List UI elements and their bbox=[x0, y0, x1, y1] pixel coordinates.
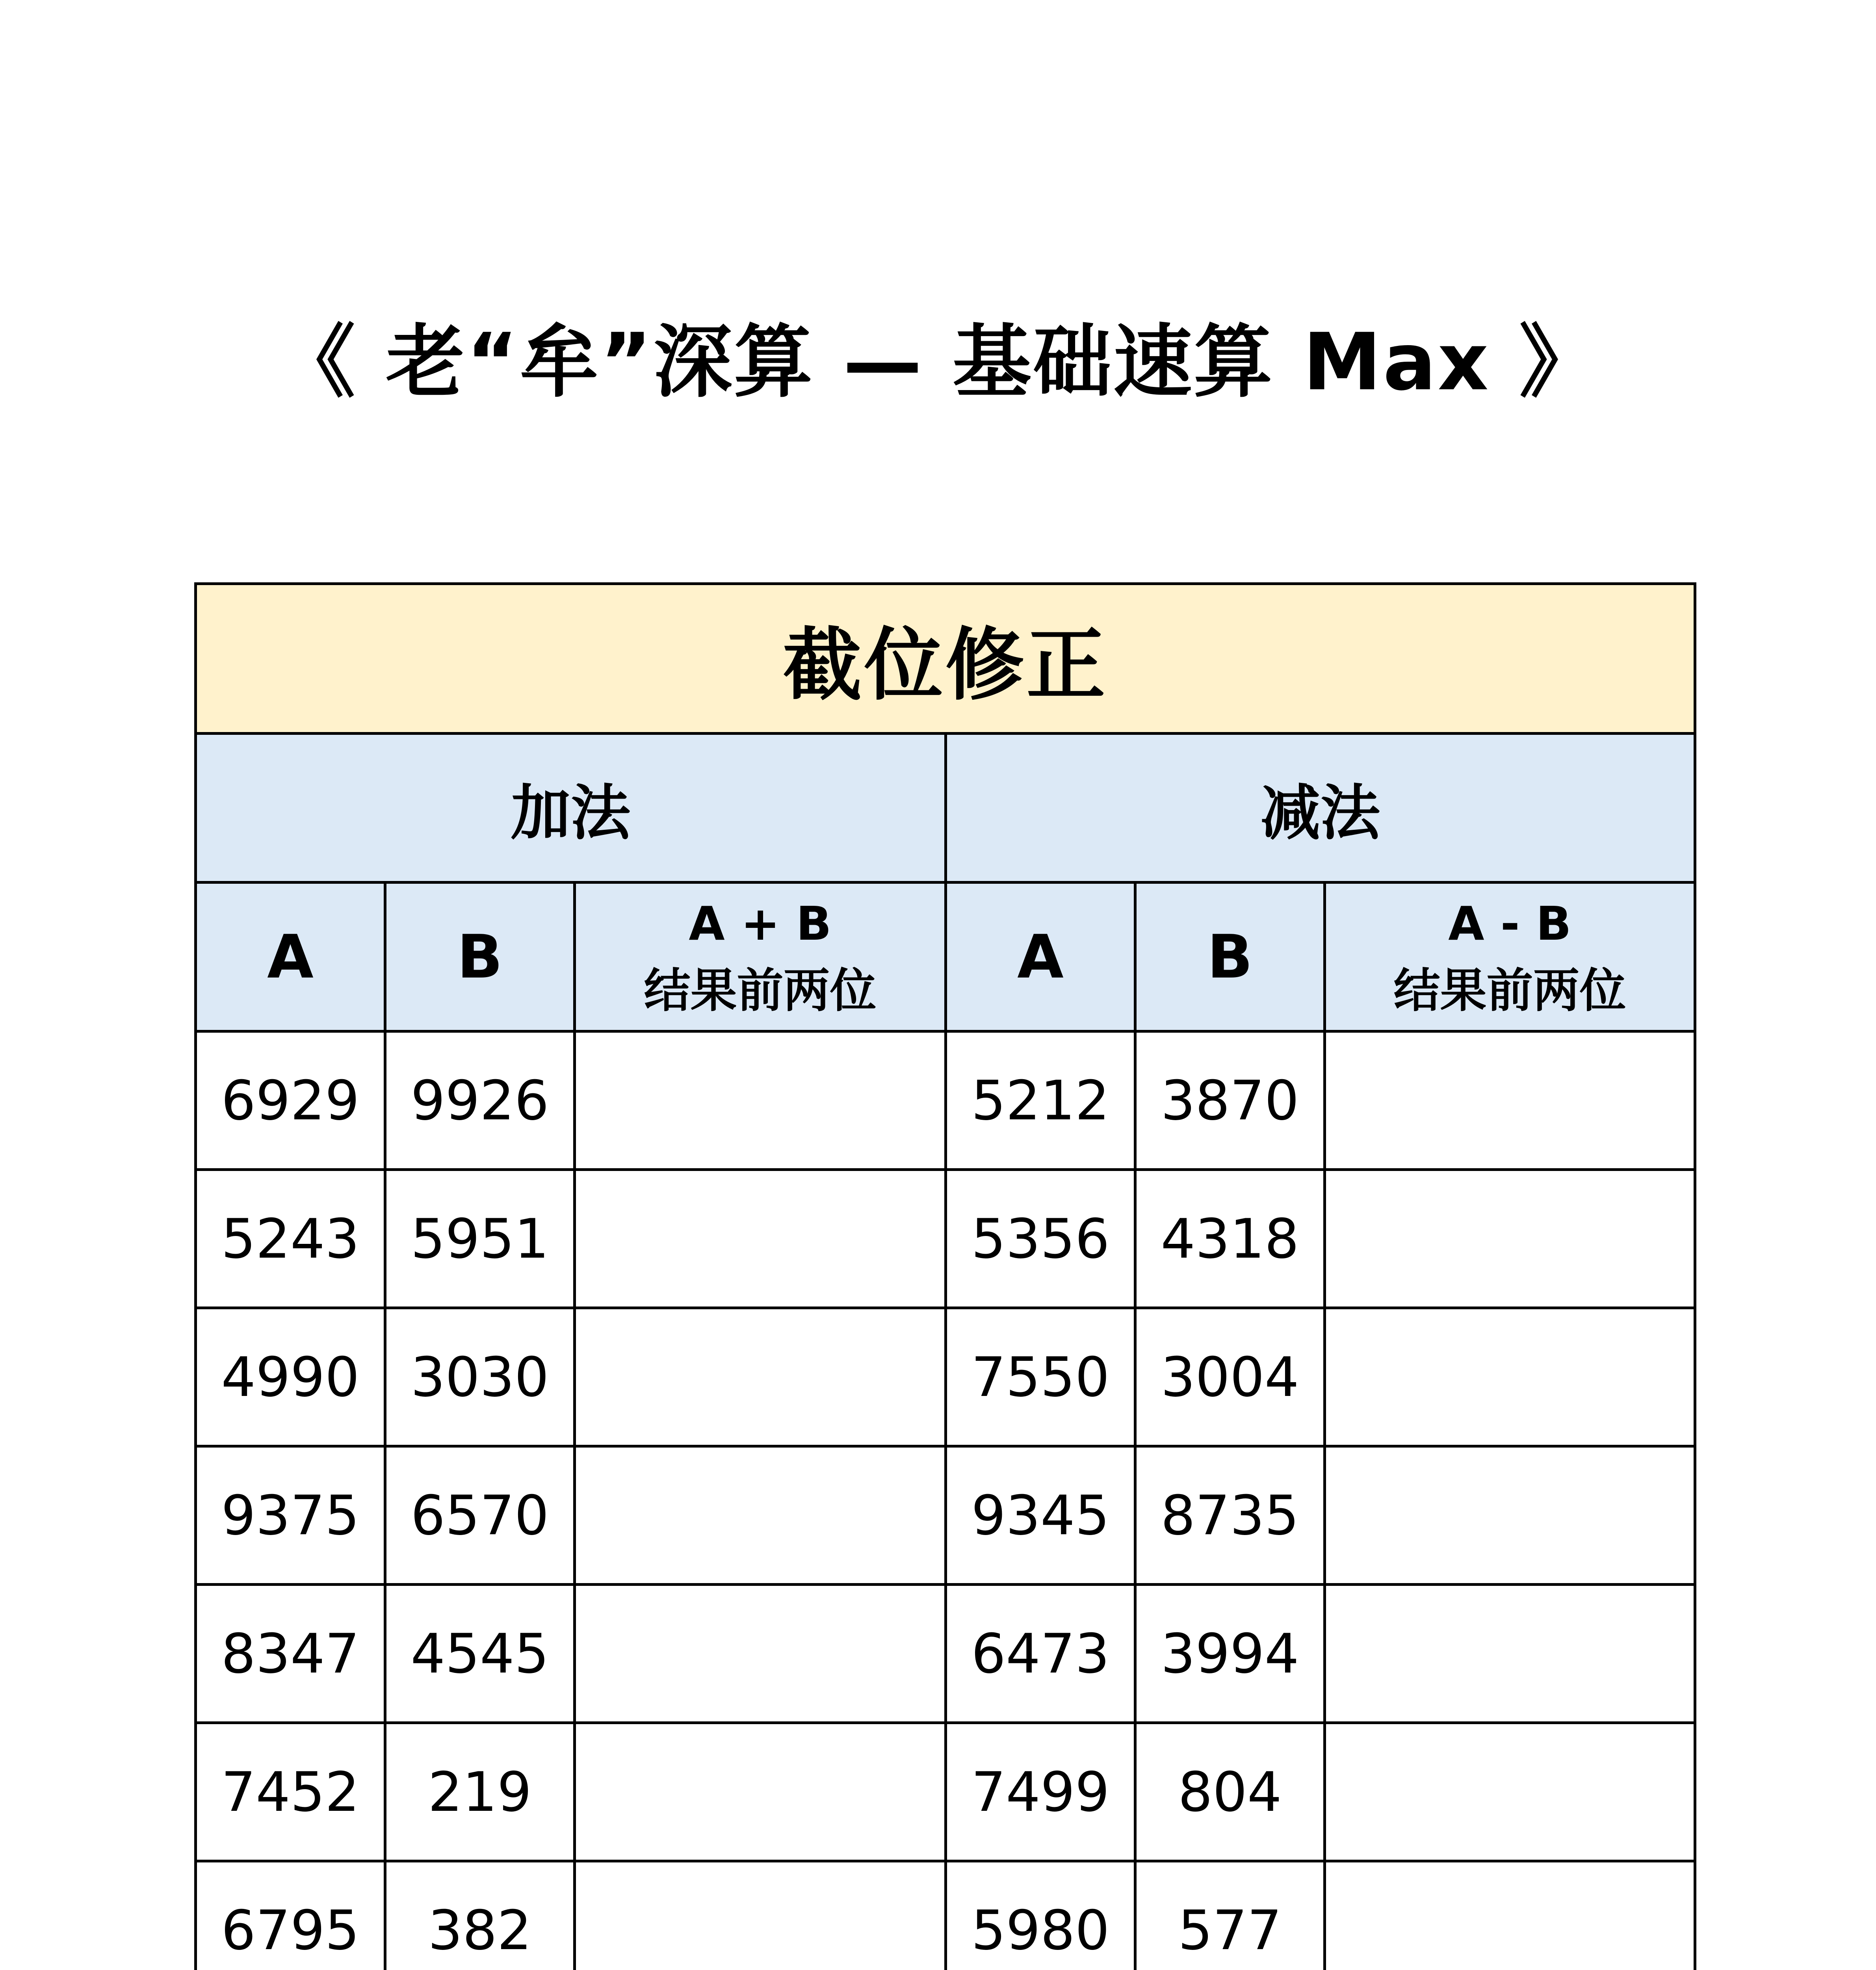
table-row bbox=[196, 1170, 1695, 1308]
table-row bbox=[196, 1446, 1695, 1585]
table-row bbox=[196, 1031, 1695, 1170]
subtraction-a-cell: 9345 bbox=[946, 1446, 1135, 1585]
subtraction-a-cell: 5356 bbox=[946, 1170, 1135, 1308]
subtraction-answer-cell[interactable] bbox=[1325, 1723, 1695, 1861]
subtraction-answer-cell[interactable] bbox=[1325, 1446, 1695, 1585]
subtraction-header: 减法 bbox=[946, 734, 1695, 883]
column-header-row bbox=[196, 883, 1695, 1031]
table-row bbox=[196, 1585, 1695, 1723]
table-title-row bbox=[196, 584, 1695, 734]
subtraction-a-cell: 7550 bbox=[946, 1308, 1135, 1446]
addition-a-cell: 9375 bbox=[196, 1446, 385, 1585]
subtraction-b-cell: 3994 bbox=[1135, 1585, 1325, 1723]
subtraction-b-cell: 8735 bbox=[1135, 1446, 1325, 1585]
addition-answer-cell[interactable] bbox=[575, 1031, 946, 1170]
table-row bbox=[196, 1723, 1695, 1861]
subtraction-col-a-header: A bbox=[946, 883, 1135, 1031]
addition-b-cell: 4545 bbox=[385, 1585, 575, 1723]
subtraction-result-formula: A - B bbox=[1448, 896, 1571, 951]
addition-a-cell: 6929 bbox=[196, 1031, 385, 1170]
page-title: 《 老“牟”深算 — 基础速算 Max 》 bbox=[276, 316, 1600, 408]
addition-b-cell: 6570 bbox=[385, 1446, 575, 1585]
subtraction-col-b-header: B bbox=[1135, 883, 1325, 1031]
subtraction-b-cell: 804 bbox=[1135, 1723, 1325, 1861]
addition-col-a-header: A bbox=[196, 883, 385, 1031]
subtraction-answer-cell[interactable] bbox=[1325, 1861, 1695, 1970]
addition-col-b-header: B bbox=[385, 883, 575, 1031]
subtraction-answer-cell[interactable] bbox=[1325, 1308, 1695, 1446]
subtraction-answer-cell[interactable] bbox=[1325, 1585, 1695, 1723]
subtraction-a-cell: 6473 bbox=[946, 1585, 1135, 1723]
worksheet-table bbox=[194, 582, 1696, 1970]
operation-header-row bbox=[196, 734, 1695, 883]
addition-answer-cell[interactable] bbox=[575, 1723, 946, 1861]
addition-a-cell: 6795 bbox=[196, 1861, 385, 1970]
addition-b-cell: 382 bbox=[385, 1861, 575, 1970]
addition-answer-cell[interactable] bbox=[575, 1585, 946, 1723]
subtraction-b-cell: 3870 bbox=[1135, 1031, 1325, 1170]
addition-answer-cell[interactable] bbox=[575, 1170, 946, 1308]
addition-result-caption: 结果前两位 bbox=[644, 963, 877, 1018]
addition-header: 加法 bbox=[196, 734, 946, 883]
addition-a-cell: 5243 bbox=[196, 1170, 385, 1308]
subtraction-a-cell: 5212 bbox=[946, 1031, 1135, 1170]
table-row bbox=[196, 1308, 1695, 1446]
addition-a-cell: 7452 bbox=[196, 1723, 385, 1861]
table-row bbox=[196, 1861, 1695, 1970]
addition-answer-cell[interactable] bbox=[575, 1861, 946, 1970]
subtraction-a-cell: 5980 bbox=[946, 1861, 1135, 1970]
addition-answer-cell[interactable] bbox=[575, 1308, 946, 1446]
table-title: 截位修正 bbox=[196, 584, 1695, 734]
subtraction-result-caption: 结果前两位 bbox=[1393, 963, 1626, 1018]
subtraction-answer-cell[interactable] bbox=[1325, 1031, 1695, 1170]
subtraction-b-cell: 4318 bbox=[1135, 1170, 1325, 1308]
addition-answer-cell[interactable] bbox=[575, 1446, 946, 1585]
addition-result-header bbox=[575, 883, 946, 1031]
addition-b-cell: 5951 bbox=[385, 1170, 575, 1308]
subtraction-answer-cell[interactable] bbox=[1325, 1170, 1695, 1308]
addition-b-cell: 219 bbox=[385, 1723, 575, 1861]
addition-b-cell: 3030 bbox=[385, 1308, 575, 1446]
addition-a-cell: 4990 bbox=[196, 1308, 385, 1446]
addition-result-formula: A + B bbox=[689, 896, 832, 951]
addition-a-cell: 8347 bbox=[196, 1585, 385, 1723]
subtraction-b-cell: 3004 bbox=[1135, 1308, 1325, 1446]
subtraction-a-cell: 7499 bbox=[946, 1723, 1135, 1861]
subtraction-b-cell: 577 bbox=[1135, 1861, 1325, 1970]
addition-b-cell: 9926 bbox=[385, 1031, 575, 1170]
subtraction-result-header bbox=[1325, 883, 1695, 1031]
